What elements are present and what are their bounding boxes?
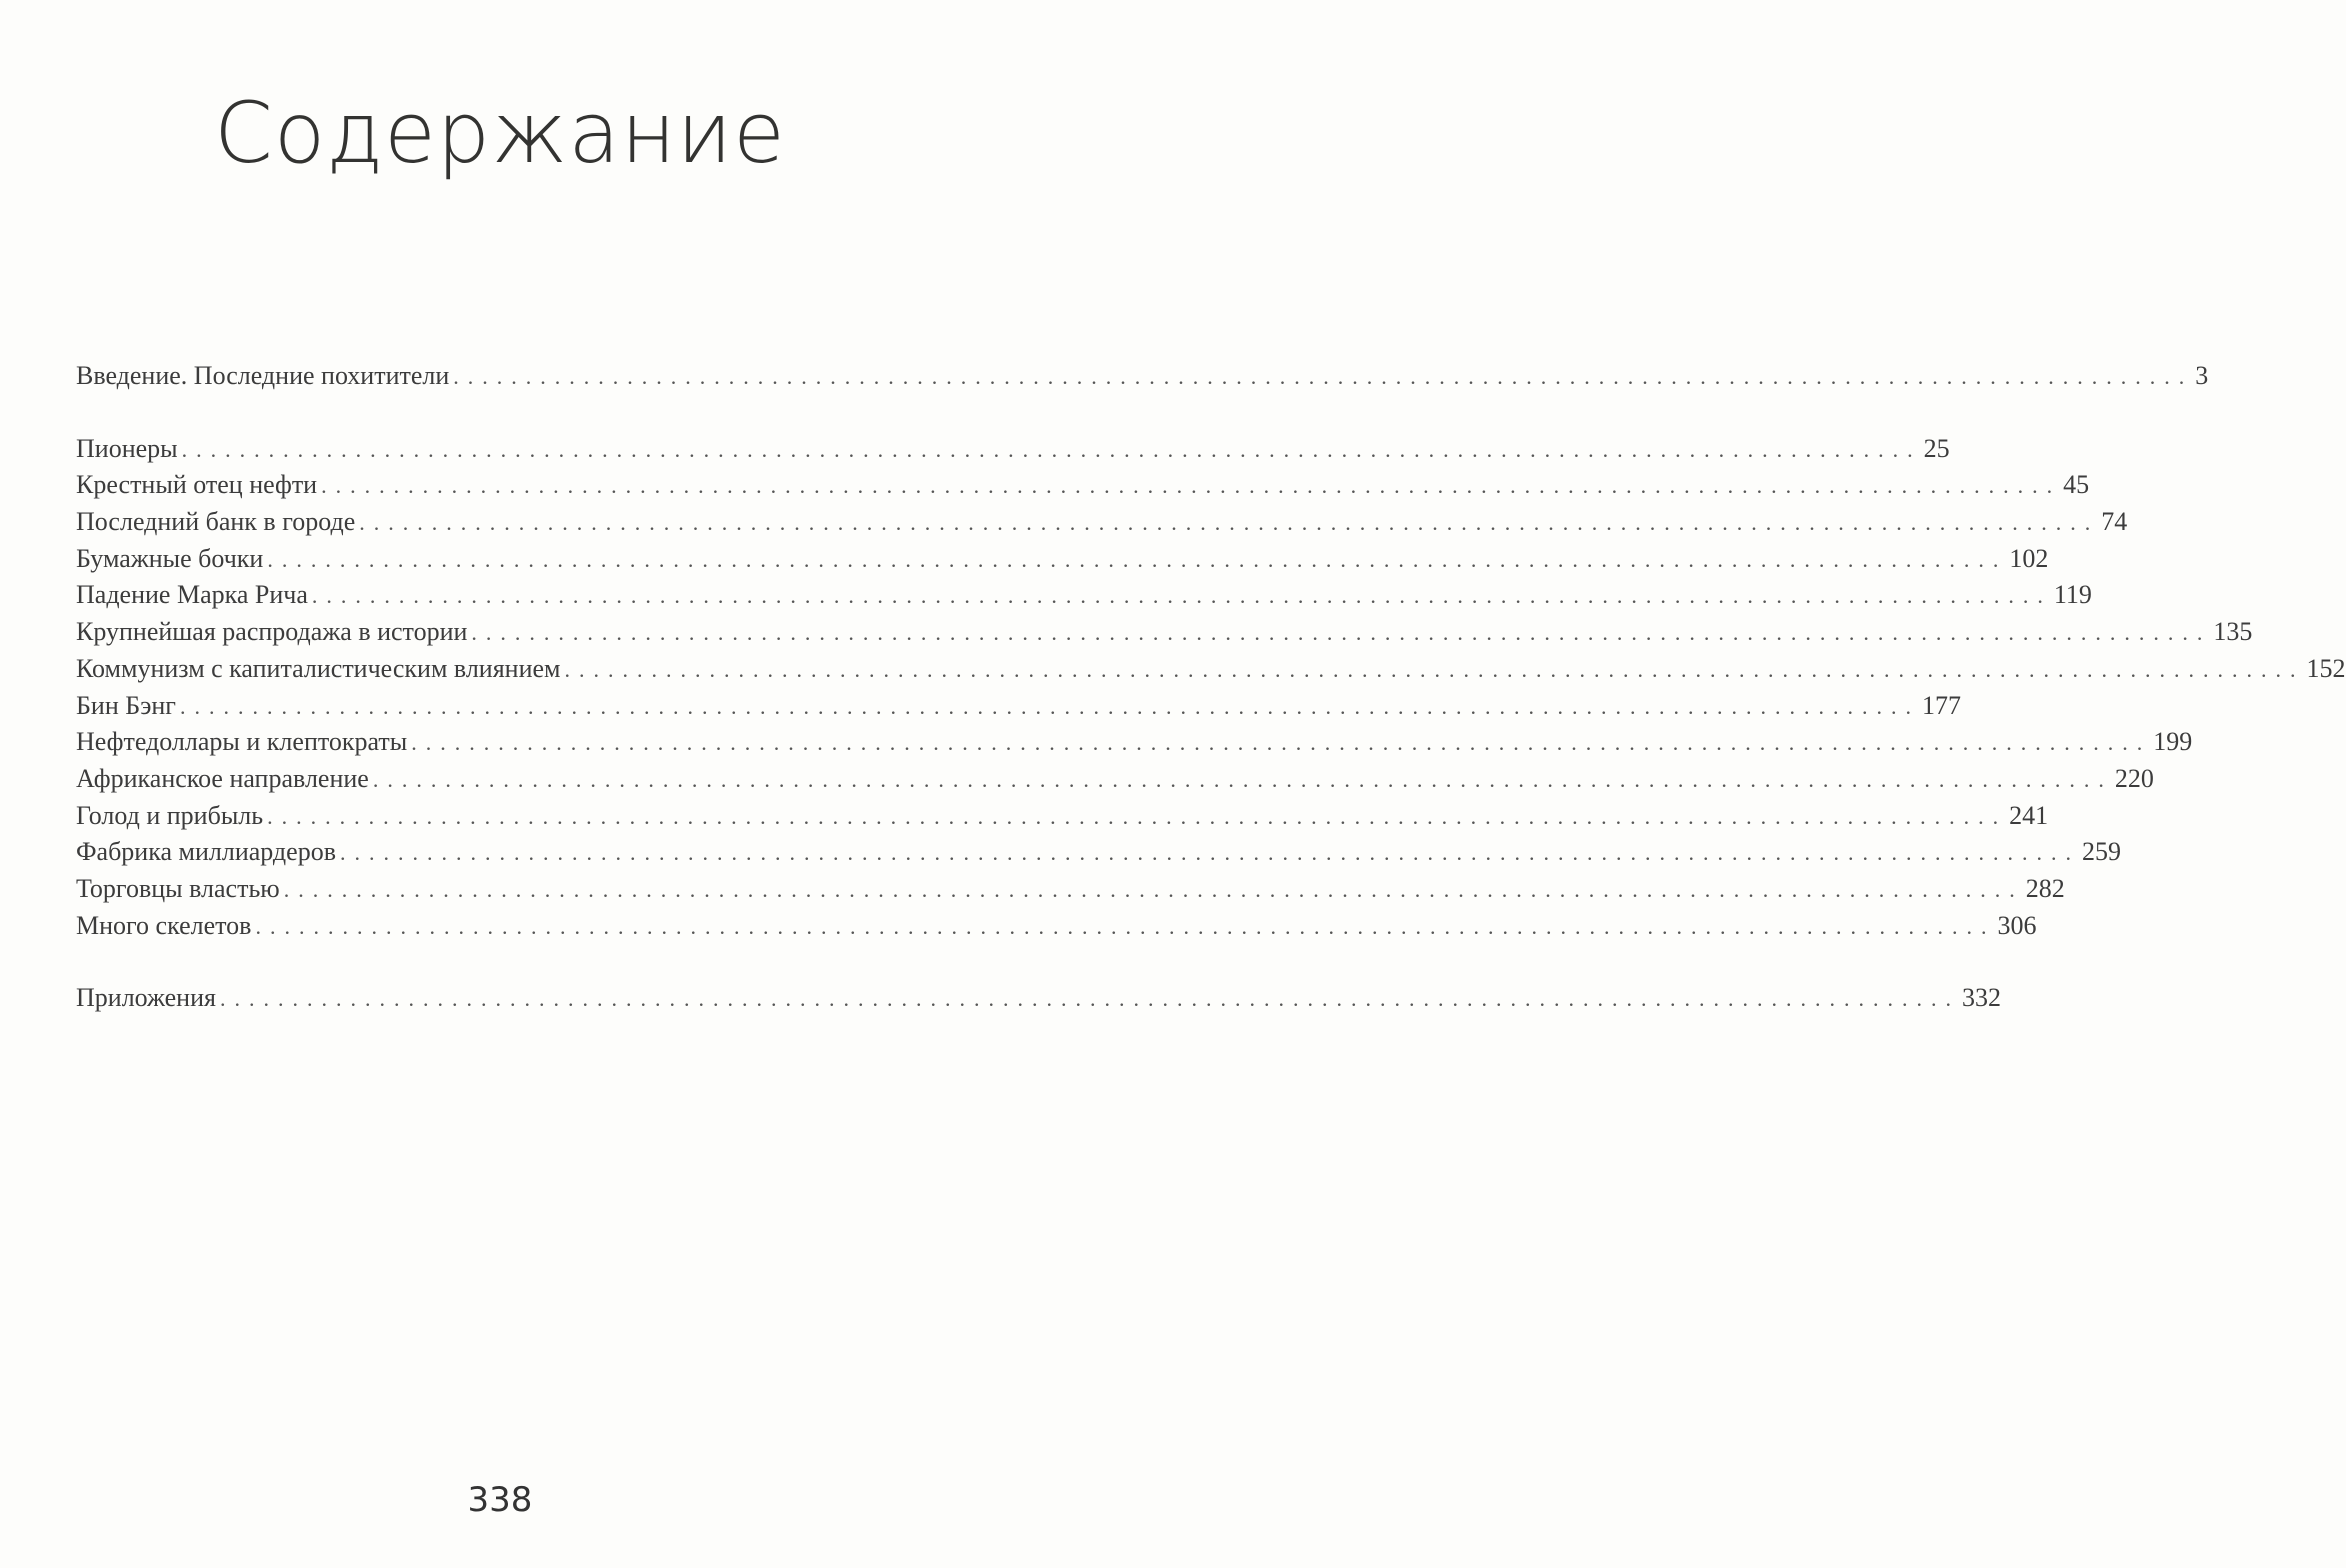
dot-leader: ........................................................................................................................ xyxy=(471,620,2212,646)
dot-leader: ........................................................................................................................ xyxy=(359,510,2100,536)
toc-entry-chapter xyxy=(76,467,2090,504)
toc-entry-page: 241 xyxy=(2009,800,2049,830)
toc-entry-page: 74 xyxy=(2101,507,2128,537)
toc-entry-title: Нефтедоллары и клептократы xyxy=(76,727,408,757)
toc-entry-title: Много скелетов xyxy=(76,910,252,940)
page-title: Содержание xyxy=(214,84,786,182)
toc-entry-chapter xyxy=(76,724,2193,761)
toc-entry-chapter xyxy=(76,798,2049,835)
toc-entry-chapter xyxy=(76,541,2049,578)
toc-entry-page: 282 xyxy=(2025,873,2065,903)
toc-entry-chapter xyxy=(76,761,2154,798)
toc-entry-page: 259 xyxy=(2081,837,2121,867)
dot-leader: ........................................................................................................................ xyxy=(372,766,2113,792)
dot-leader: ........................................................................................................................ xyxy=(219,986,1960,1012)
toc-entry-title: Голод и прибыль xyxy=(76,800,264,830)
toc-entry-page: 25 xyxy=(1923,433,1950,463)
toc-entry-title: Пионеры xyxy=(76,433,178,463)
dot-leader: ........................................................................................................................ xyxy=(564,656,2305,682)
toc-entry-chapter xyxy=(76,908,2037,945)
toc-entry-page: 45 xyxy=(2063,470,2090,500)
dot-leader: ........................................................................................................................ xyxy=(267,546,2008,572)
toc-entry-page: 152 xyxy=(2306,653,2346,683)
toc-entry-title: Бумажные бочки xyxy=(76,543,264,573)
toc-entry-title: Последний банк в городе xyxy=(76,507,356,537)
dot-leader: ........................................................................................................................ xyxy=(411,730,2152,756)
dot-leader: ........................................................................................................................ xyxy=(321,473,2062,499)
toc-entry-chapter xyxy=(76,614,2253,651)
toc-entry-title: Фабрика миллиардеров xyxy=(76,837,336,867)
dot-leader: ........................................................................................................................ xyxy=(255,913,1996,939)
toc-entry-title: Приложения xyxy=(76,983,216,1013)
toc-entry-chapter xyxy=(76,504,2128,541)
dot-leader: ........................................................................................................................ xyxy=(311,583,2052,609)
toc-entry-page: 3 xyxy=(2195,361,2209,390)
toc-entry-chapter xyxy=(76,431,1950,468)
page-number: 338 xyxy=(467,1480,533,1520)
toc-entry-title: Введение. Последние похитители xyxy=(76,361,450,390)
toc-entry-title: Африканское направление xyxy=(76,763,369,793)
toc-entry-page: 119 xyxy=(2053,580,2092,610)
toc-entry-page: 177 xyxy=(1921,690,1961,720)
toc-entry-page: 332 xyxy=(1961,983,2001,1013)
toc-entry-title: Крупнейшая распродажа в истории xyxy=(76,617,468,647)
dot-leader: ........................................................................................................................ xyxy=(267,803,2008,829)
toc-entry-title: Бин Бэнг xyxy=(76,690,176,720)
toc-entry-chapter xyxy=(76,688,1961,725)
toc-entry-chapter xyxy=(76,834,2121,871)
toc-entry-page: 199 xyxy=(2153,727,2193,757)
toc-entry-chapter xyxy=(76,651,2346,688)
toc-entry-chapter xyxy=(76,871,2065,908)
toc-entry-page: 135 xyxy=(2213,617,2253,647)
dot-leader: ........................................................................................................................ xyxy=(339,840,2080,866)
toc-entry-page: 306 xyxy=(1997,910,2037,940)
toc-entry-chapter xyxy=(76,577,2092,614)
toc-entry-title: Крестный отец нефти xyxy=(76,470,318,500)
toc-entry-page: 102 xyxy=(2009,543,2049,573)
toc-entry-title: Коммунизм с капиталистическим влиянием xyxy=(76,653,561,683)
toc-entry-title: Падение Марка Рича xyxy=(76,580,308,610)
section-gap xyxy=(76,395,958,431)
section-gap xyxy=(76,944,958,980)
toc-entry-intro xyxy=(76,358,2209,395)
toc-entry-appendix xyxy=(76,980,2001,1017)
dot-leader: ........................................................................................................................ xyxy=(181,436,1922,462)
dot-leader: ........................................................................................................................ xyxy=(179,693,1920,719)
table-of-contents xyxy=(76,358,2346,1017)
dot-leader: ........................................................................................................................ xyxy=(283,876,2024,902)
toc-entry-title: Торговцы властью xyxy=(76,873,280,903)
dot-leader: ........................................................................................................................ xyxy=(453,364,2194,389)
toc-entry-page: 220 xyxy=(2114,763,2154,793)
